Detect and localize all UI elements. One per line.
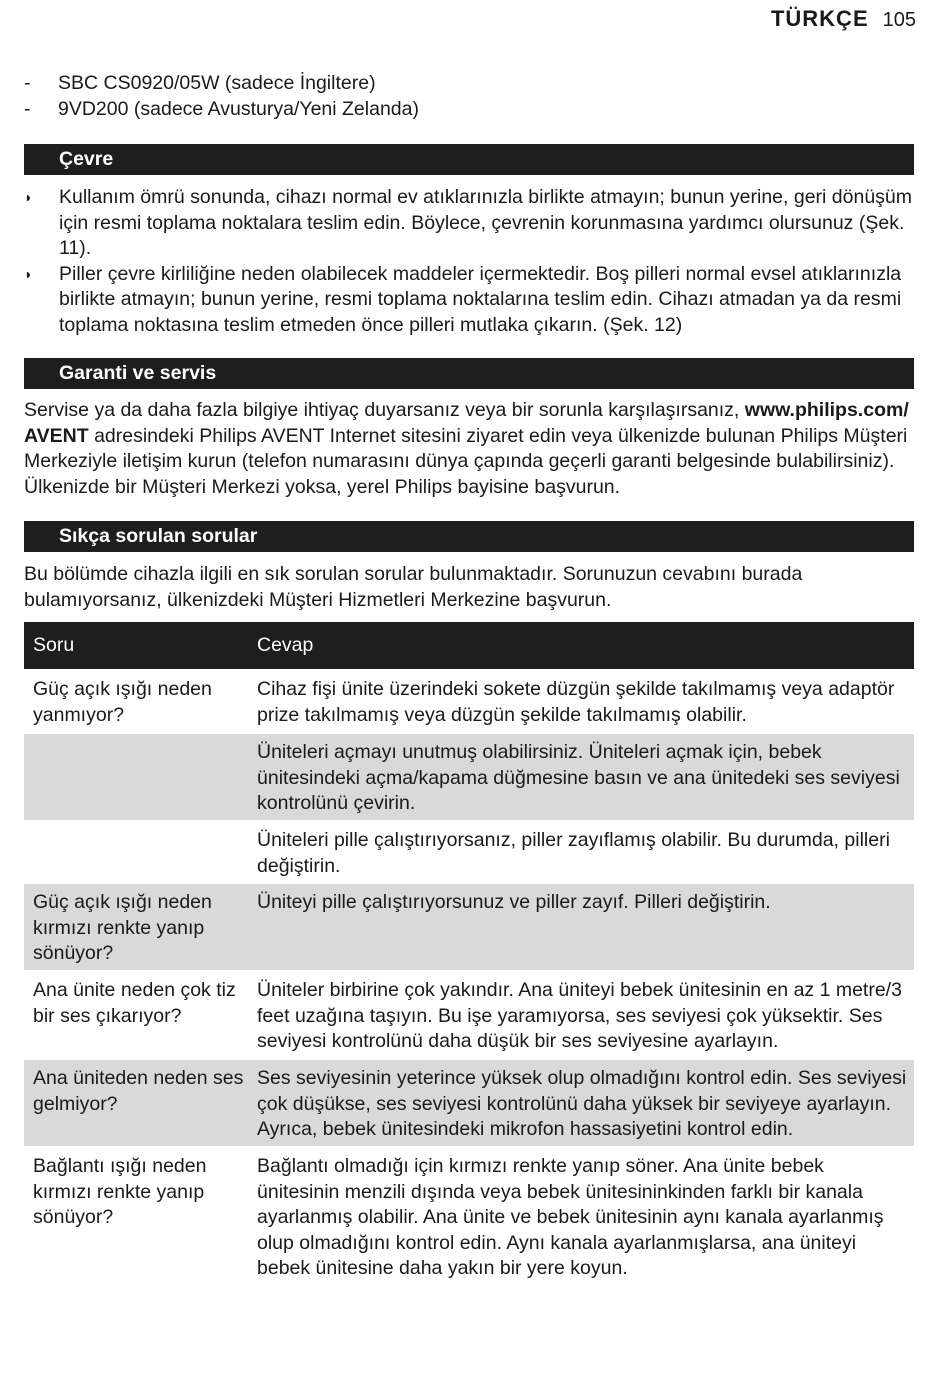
table-row: [24, 732, 914, 820]
faq-table-header: [24, 622, 914, 669]
question-cell: [24, 828, 257, 882]
philips-url[interactable]: www.philips.com/: [744, 399, 909, 421]
page-number: 105: [882, 9, 916, 31]
bullet-text: Kullanım ömrü sonunda, cihazı normal ev atıklarınızla birlikte atmayın; bunun yerine, geri dönüşüm için resmi toplama noktalara teslim edin. Böylece, çevrenin korunmasına yardımcı olursunuz (Şek. 11).: [59, 186, 913, 259]
answer-cell: Bağlantı olmadığı için kırmızı renkte yanıp söner. Ana ünite bebek ünitesinin menzili dışında veya bebek ünitesininkinden farklı bir kanala ayarlanmış olabilir. Ana ünite ve bebek ünitesinin aynı kanala ayarlanmış olup olmadığını kontrol edin. Aynı kanala ayarlanmışlarsa, ana üniteyi bebek ünitesine daha yakın bir yere koyun.: [257, 1155, 884, 1279]
question-cell: Ana ünite neden çok tiz bir ses çıkarıyor?: [33, 979, 236, 1027]
column-header-answer: Cevap: [257, 634, 314, 656]
answer-cell: Üniteyi pille çalıştırıyorsunuz ve piller zayıf. Pilleri değiştirin.: [257, 891, 771, 913]
table-row: [24, 669, 914, 732]
garanti-paragraph: [24, 398, 916, 500]
garanti-text-after: adresindeki Philips AVENT Internet sitesini ziyaret edin veya ülkenizde bulunan Philips Müşteri Merkeziyle iletişim kurun (telefon numarasını dünya çapında geçerli garanti belgesinde bulabilirsiniz). Ülkenizde bir Müşteri Merkezi yoksa, yerel Philips bayisine başvurun.: [24, 424, 908, 498]
bullet-icon: ◗: [24, 265, 33, 282]
list-item: [24, 70, 419, 96]
bullet-icon: ◗: [24, 189, 33, 205]
list-item-text: 9VD200 (sadece Avusturya/Yeni Zelanda): [58, 98, 419, 120]
table-row: [24, 1058, 914, 1146]
answer-cell: Ses seviyesinin yeterince yüksek olup olmadığını kontrol edin. Ses seviyesi çok düşükse, ses seviyesi kontrolünü daha yüksek bir seviyeye ayarlayın. Ayrıca, bebek ünitesindeki mikrofon hassasiyetini kontrol edin.: [257, 1067, 907, 1140]
question-cell: Ana üniteden neden ses gelmiyor?: [33, 1067, 244, 1115]
bullet-text: Piller çevre kirliliğine neden olabilecek maddeler içermektedir. Boş pilleri normal evsel atıklarınızla birlikte atmayın; bunun yerine, resmi toplama noktalarına teslim edin. Cihazı atmadan ya da resmi toplama noktasına teslim etmeden önce pilleri mutlaka çıkarın. (Şek. 12): [59, 262, 902, 336]
question-cell: Güç açık ışığı neden yanmıyor?: [33, 678, 212, 726]
list-item-text: SBC CS0920/05W (sadece İngiltere): [58, 72, 376, 94]
answer-cell: Üniteler birbirine çok yakındır. Ana üniteyi bebek ünitesinin en az 1 metre/3 feet uzağına taşıyın. Bu işe yaramıyorsa, ses seviyesi çok yüksektir. Ses seviyesi kontrolünü daha düşük bir ses seviyesine ayarlayın.: [257, 979, 902, 1052]
section-heading-cevre: Çevre: [24, 144, 914, 175]
question-cell: [24, 740, 257, 820]
faq-table: [24, 622, 914, 1286]
question-cell: Güç açık ışığı neden kırmızı renkte yanıp sönüyor?: [33, 891, 212, 964]
list-dash: -: [24, 98, 31, 120]
answer-cell: Üniteleri açmayı unutmuş olabilirsiniz. Üniteleri açmak için, bebek ünitesindeki açma/kapama düğmesine basın ve ana ünitedeki ses seviyesi kontrolünü çevirin.: [257, 741, 900, 814]
model-list: [24, 70, 419, 122]
table-row: [24, 970, 914, 1058]
column-header-question: Soru: [33, 634, 75, 656]
table-row: [24, 1146, 914, 1286]
question-cell: Bağlantı ışığı neden kırmızı renkte yanıp sönüyor?: [33, 1155, 207, 1228]
philips-url-avent[interactable]: AVENT: [24, 424, 89, 447]
bullet-item: [24, 262, 914, 339]
section-heading-garanti: Garanti ve servis: [24, 358, 914, 389]
cevre-bullets: [24, 185, 914, 338]
page-header: [771, 6, 916, 32]
section-heading-sss: Sıkça sorulan sorular: [24, 521, 914, 552]
table-row: [24, 820, 914, 882]
list-dash: -: [24, 72, 31, 94]
language-label: TÜRKÇE: [770, 6, 869, 31]
answer-cell: Cihaz fişi ünite üzerindeki sokete düzgün şekilde takılmamış veya adaptör prize takılmamış veya düzgün şekilde takılmamış olabilir.: [257, 678, 895, 726]
answer-cell: Üniteleri pille çalıştırıyorsanız, piller zayıflamış olabilir. Bu durumda, pilleri değiştirin.: [257, 829, 890, 877]
sss-intro: Bu bölümde cihazla ilgili en sık sorulan sorular bulunmaktadır. Sorunuzun cevabını burada bulamıyorsanız, ülkenizdeki Müşteri Hizmetleri Merkezine başvurun.: [24, 563, 803, 611]
table-row: [24, 882, 914, 970]
bullet-item: [24, 185, 914, 262]
garanti-text-before: Servise ya da daha fazla bilgiye ihtiyaç duyarsanız veya bir sorunla karşılaşırsanız,: [24, 399, 745, 421]
list-item: [24, 96, 419, 122]
